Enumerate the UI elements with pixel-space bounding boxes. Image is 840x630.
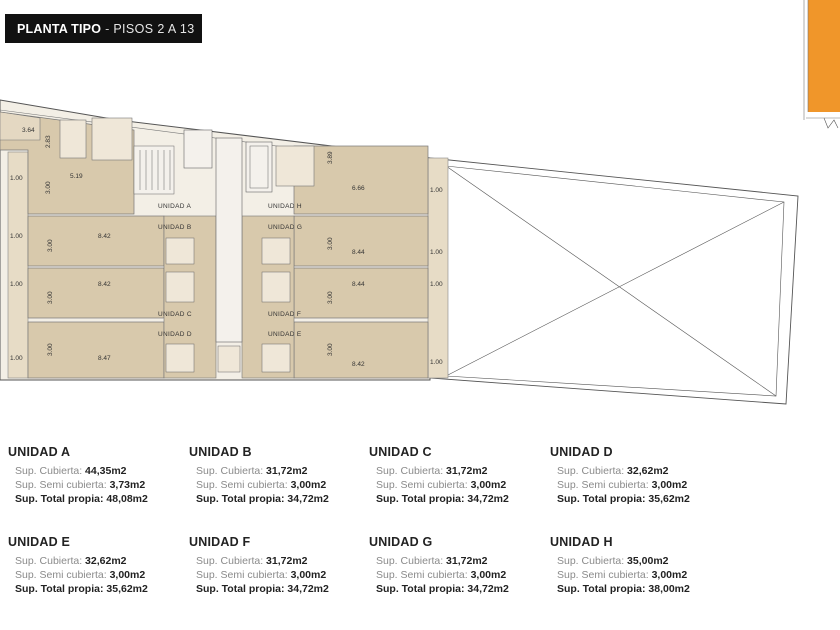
unit-f-area — [294, 268, 428, 318]
semi-label: Sup. Semi cubierta: — [15, 569, 107, 581]
plan-label-unit-a: UNIDAD A — [158, 203, 192, 210]
semi-label: Sup. Semi cubierta: — [376, 479, 468, 491]
cubierta-value: 31,72m2 — [266, 555, 308, 567]
total-label: Sup. Total propia: — [557, 583, 646, 595]
dim-balcony: 1.00 — [430, 187, 443, 194]
unit-name: UNIDAD C — [369, 445, 432, 459]
unit-e-area — [294, 322, 428, 378]
plan-title-separator: - — [105, 21, 110, 36]
dim-balcony: 1.00 — [430, 359, 443, 366]
unit-a-bath — [60, 120, 86, 158]
unit-summary — [189, 445, 359, 506]
cubierta-label: Sup. Cubierta: — [557, 465, 625, 477]
semi-value: 3,73m2 — [109, 479, 146, 491]
dim-balcony: 1.00 — [430, 281, 443, 288]
semi-label: Sup. Semi cubierta: — [196, 479, 288, 491]
dim-balcony: 1.00 — [10, 233, 23, 240]
dim-balcony: 1.00 — [10, 281, 23, 288]
cubierta-label: Sup. Cubierta: — [15, 465, 83, 477]
total-value: 38,00m2 — [648, 583, 690, 595]
unit-a-kitchen — [92, 118, 132, 160]
unit-name: UNIDAD A — [8, 445, 71, 459]
unit-d-bath — [166, 344, 194, 372]
unit-summary — [369, 445, 539, 506]
total-value: 35,62m2 — [648, 493, 690, 505]
cubierta-label: Sup. Cubierta: — [557, 555, 625, 567]
unit-h-bath — [276, 146, 314, 186]
semi-value: 3,00m2 — [470, 569, 507, 581]
terrace-outline — [430, 158, 798, 404]
plan-label-unit-c: UNIDAD C — [158, 311, 192, 318]
unit-name: UNIDAD G — [369, 535, 433, 549]
semi-label: Sup. Semi cubierta: — [557, 569, 649, 581]
dim-a-top: 3.64 — [22, 127, 35, 134]
dim-h-height: 3.89 — [327, 151, 334, 164]
cubierta-label: Sup. Cubierta: — [376, 555, 444, 567]
cubierta-label: Sup. Cubierta: — [15, 555, 83, 567]
unit-name: UNIDAD D — [550, 445, 613, 459]
balcony-left — [8, 152, 28, 378]
unit-summary — [8, 445, 178, 506]
cubierta-label: Sup. Cubierta: — [196, 555, 264, 567]
dim-d-height: 3.00 — [47, 343, 54, 356]
unit-name: UNIDAD B — [189, 445, 252, 459]
plan-label-unit-f: UNIDAD F — [268, 311, 302, 318]
central-corridor — [216, 138, 242, 342]
semi-value: 3,00m2 — [651, 479, 688, 491]
dim-g-height: 3.00 — [327, 237, 334, 250]
dim-balcony: 1.00 — [10, 355, 23, 362]
dim-balcony: 1.00 — [430, 249, 443, 256]
total-value: 34,72m2 — [287, 493, 329, 505]
location-thumbnail — [802, 0, 840, 128]
dim-c-width: 8.42 — [98, 281, 111, 288]
cubierta-value: 32,62m2 — [627, 465, 669, 477]
stairwell — [134, 146, 174, 194]
total-label: Sup. Total propia: — [376, 493, 465, 505]
total-value: 48,08m2 — [106, 493, 148, 505]
cubierta-label: Sup. Cubierta: — [196, 465, 264, 477]
dim-a-width: 5.19 — [70, 173, 83, 180]
semi-value: 3,00m2 — [290, 569, 327, 581]
total-label: Sup. Total propia: — [376, 583, 465, 595]
semi-label: Sup. Semi cubierta: — [196, 569, 288, 581]
cubierta-label: Sup. Cubierta: — [376, 465, 444, 477]
total-value: 35,62m2 — [106, 583, 148, 595]
dim-a-height: 3.00 — [45, 181, 52, 194]
total-label: Sup. Total propia: — [15, 583, 104, 595]
plan-title: PLANTA TIPO — [17, 21, 102, 36]
unit-summary — [369, 535, 539, 596]
cubierta-value: 31,72m2 — [446, 555, 488, 567]
dim-e-height: 3.00 — [327, 343, 334, 356]
total-label: Sup. Total propia: — [196, 583, 285, 595]
cubierta-value: 31,72m2 — [446, 465, 488, 477]
total-label: Sup. Total propia: — [15, 493, 104, 505]
plan-label-unit-b: UNIDAD B — [158, 224, 192, 231]
plan-label-unit-h: UNIDAD H — [268, 203, 302, 210]
total-value: 34,72m2 — [467, 493, 509, 505]
unit-summary — [550, 445, 720, 506]
dim-d-width: 8.47 — [98, 355, 111, 362]
unit-c-bath — [166, 272, 194, 302]
cubierta-value: 31,72m2 — [266, 465, 308, 477]
dim-b-height: 3.00 — [47, 239, 54, 252]
unit-summary — [189, 535, 359, 596]
semi-label: Sup. Semi cubierta: — [557, 479, 649, 491]
dim-f-width: 8.44 — [352, 281, 365, 288]
dim-h-width: 6.66 — [352, 185, 365, 192]
semi-value: 3,00m2 — [470, 479, 507, 491]
total-value: 34,72m2 — [467, 583, 509, 595]
dim-f-height: 3.00 — [327, 291, 334, 304]
semi-value: 3,00m2 — [109, 569, 146, 581]
plan-label-unit-g: UNIDAD G — [268, 224, 303, 231]
plan-label-unit-d: UNIDAD D — [158, 331, 192, 338]
cubierta-value: 32,62m2 — [85, 555, 127, 567]
unit-e-bath — [262, 344, 290, 372]
total-label: Sup. Total propia: — [557, 493, 646, 505]
semi-label: Sup. Semi cubierta: — [376, 569, 468, 581]
unit-g-area — [294, 216, 428, 266]
cubierta-value: 35,00m2 — [627, 555, 669, 567]
unit-summary — [550, 535, 720, 596]
unit-summary — [8, 535, 178, 596]
semi-label: Sup. Semi cubierta: — [15, 479, 107, 491]
common-bath — [218, 346, 240, 372]
semi-value: 3,00m2 — [290, 479, 327, 491]
dim-a-side: 2.83 — [45, 135, 52, 148]
unit-name: UNIDAD E — [8, 535, 71, 549]
unit-name: UNIDAD H — [550, 535, 613, 549]
plan-floors: PISOS 2 A 13 — [113, 21, 195, 36]
dim-e-width: 8.42 — [352, 361, 365, 368]
cubierta-value: 44,35m2 — [85, 465, 127, 477]
dim-balcony: 1.00 — [10, 175, 23, 182]
unit-name: UNIDAD F — [189, 535, 251, 549]
plan-label-unit-e: UNIDAD E — [268, 331, 302, 338]
unit-f-bath — [262, 272, 290, 302]
dim-b-width: 8.42 — [98, 233, 111, 240]
semi-value: 3,00m2 — [651, 569, 688, 581]
total-label: Sup. Total propia: — [196, 493, 285, 505]
total-value: 34,72m2 — [287, 583, 329, 595]
dim-c-height: 3.00 — [47, 291, 54, 304]
elevator-1 — [184, 130, 212, 168]
unit-summary-grid — [0, 440, 840, 630]
unit-b-bath — [166, 238, 194, 264]
dim-g-width: 8.44 — [352, 249, 365, 256]
unit-g-bath — [262, 238, 290, 264]
